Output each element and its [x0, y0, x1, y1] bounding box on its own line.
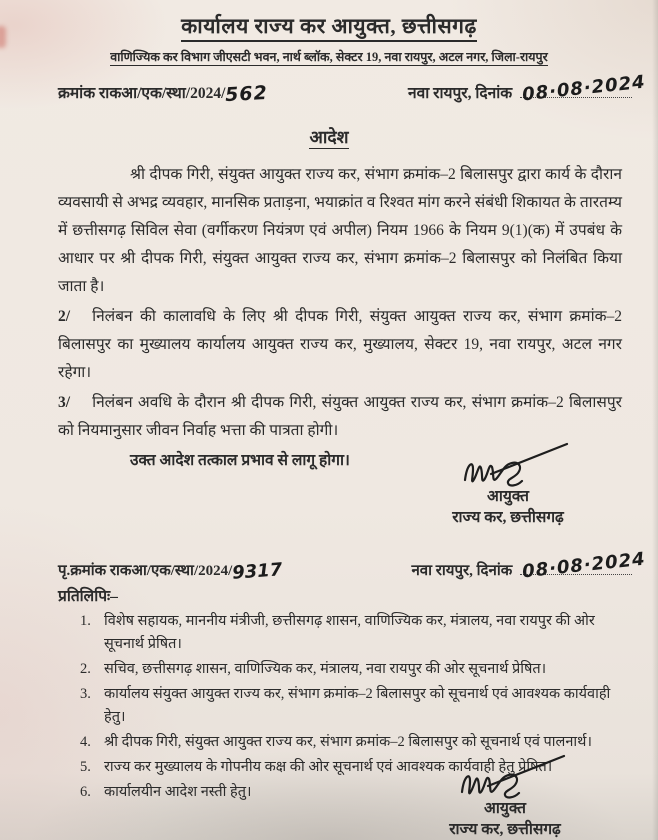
signature-icon	[443, 436, 573, 488]
signature-icon	[440, 748, 570, 800]
reference-number-label: क्रमांक राकआ/एक/स्था/2024/	[58, 85, 226, 102]
office-address-text: वाणिज्यिक कर विभाग जीएसटी भवन, नार्थ ब्लॉक, सेक्टर 19, नवा रायपुर, अटल नगर, जिला-रायपुर	[110, 50, 548, 64]
copy-item: विशेष सहायक, माननीय मंत्रीजी, छत्तीसगढ़ शासन, वाणिज्यिक कर, मंत्रालय, नवा रायपुर की ओर सूचनार्थ प्रेषित।	[104, 613, 595, 652]
place-date	[408, 71, 647, 106]
place-date-label: नवा रायपुर, दिनांक	[408, 85, 513, 102]
scan-edge-shadow	[652, 0, 658, 840]
paragraph-3-number: 3/	[58, 394, 71, 411]
endorsement-place-date-label: नवा रायपुर, दिनांक	[411, 563, 513, 579]
scan-smudge	[0, 26, 6, 48]
copy-item: राज्य कर मुख्यालय के गोपनीय कक्ष की ओर सूचनार्थ एवं आवश्यक कार्यवाही हेतु प्रेषित।	[104, 759, 553, 775]
reference-number-handwritten: 562	[224, 81, 269, 107]
endorsement-place-date	[411, 548, 647, 583]
signatory-title: आयुक्त	[484, 800, 526, 817]
signatory-org: राज्य कर, छत्तीसगढ़	[449, 821, 561, 838]
endorsement-number-label: पृ.क्रमांक राकआ/एक/स्था/2024/	[58, 563, 233, 579]
endorsement-number-handwritten: 9317	[231, 559, 284, 584]
signatory-org: राज्य कर, छत्तीसगढ़	[452, 509, 564, 526]
signature-block-bottom	[410, 748, 600, 840]
order-heading	[0, 125, 658, 149]
signatory-title: आयुक्त	[487, 488, 529, 505]
endorsement-row	[58, 548, 647, 584]
copy-item: सचिव, छत्तीसगढ़ शासन, वाणिज्यिक कर, मंत्रालय, नवा रायपुर की ओर सूचनार्थ प्रेषित।	[104, 661, 547, 677]
paragraph-2-text: निलंबन की कालावधि के लिए श्री दीपक गिरी, संयुक्त आयुक्त राज्य कर, संभाग क्रमांक–2 बिलासपुर का मुख्यालय कार्यालय आयुक्त राज्य कर, मुख्यालय, सेक्टर 19, नवा रायपुर, अटल नगर रहेगा।	[58, 308, 622, 381]
copy-to-heading: प्रतिलिपिः–	[58, 588, 118, 605]
paragraph-2-number: 2/	[58, 308, 71, 325]
date-handwritten: 08·08·2024	[521, 71, 647, 106]
copy-item: कार्यालय संयुक्त आयुक्त राज्य कर, संभाग क्रमांक–2 बिलासपुर को सूचनार्थ एवं आवश्यक कार्यवाही हेतु।	[104, 686, 611, 725]
endorsement-number	[58, 559, 284, 584]
effective-immediately-line: उक्त आदेश तत्काल प्रभाव से लागू होगा।	[130, 452, 350, 469]
office-address-line	[0, 48, 658, 65]
order-heading-text: आदेश	[309, 127, 349, 147]
paragraph-3-text: निलंबन अवधि के दौरान श्री दीपक गिरी, संयुक्त आयुक्त राज्य कर, संभाग क्रमांक–2 बिलासपुर को नियमानुसार जीवन निर्वाह भत्ता की पात्रता होगी।	[58, 394, 622, 439]
endorsement-date-handwritten: 08·08·2024	[521, 548, 647, 583]
reference-number	[58, 81, 269, 107]
copy-item: श्री दीपक गिरी, संयुक्त आयुक्त राज्य कर, संभाग क्रमांक–2 बिलासपुर को सूचनार्थ एवं पालनार्थ।	[104, 734, 592, 750]
reference-row	[58, 71, 647, 107]
date-dotted-line	[520, 71, 647, 106]
office-letterhead-title-text: कार्यालय राज्य कर आयुक्त, छत्तीसगढ़	[181, 14, 477, 42]
endorsement-date-dotted-line	[520, 548, 647, 583]
copy-item: कार्यालयीन आदेश नस्ती हेतु।	[104, 784, 252, 800]
paragraph-2	[58, 303, 622, 387]
signature-block-top	[408, 436, 608, 528]
paragraph-1: श्री दीपक गिरी, संयुक्त आयुक्त राज्य कर, संभाग क्रमांक–2 बिलासपुर द्वारा कार्य के दौरान व्यवसायी से अभद्र व्यवहार, मानसिक प्रताड़ना, भयाक्रांत व रिश्वत मांग करने संबंधी शिकायत के तारतम्य में छत्तीसगढ़ सिविल सेवा (वर्गीकरण नियंत्रण एवं अपील) नियम 1966 के नियम 9(1)(क) में उपबंध के आधार पर श्री दीपक गिरी, संयुक्त आयुक्त राज्य कर, संभाग क्रमांक–2 बिलासपुर को निलंबित किया जाता है।	[58, 166, 622, 295]
office-letterhead-title	[0, 0, 658, 40]
